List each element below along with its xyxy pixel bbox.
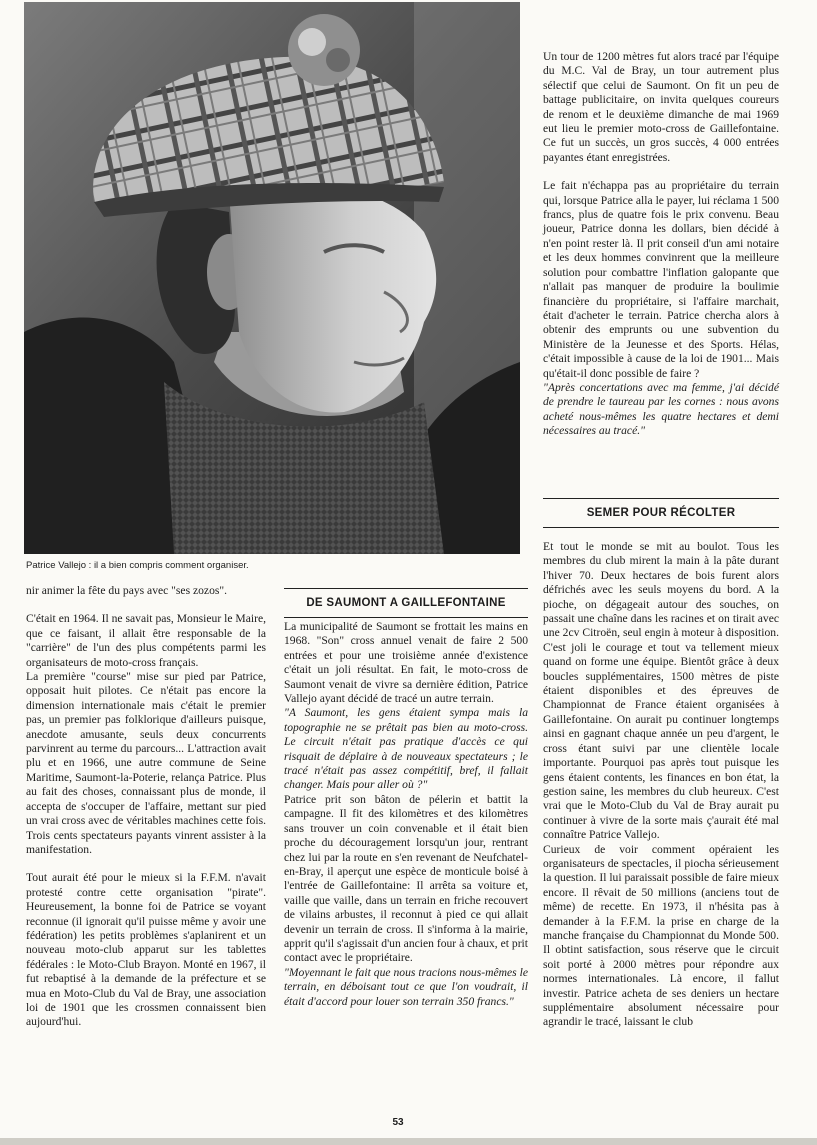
paragraph: Curieux de voir comment opéraient les organisateurs de spectacles, il piocha sérieusement la question. Il lui paraissait possible de faire mieux encore. Il rêvait de 50 millions (anciens tout de même) de recette. En 1973, il n'hésita pas à demander à la F.F.M. la prise en charge de la manche française du Championnat du Monde 500. Il obtint satisfaction, sous réserve que le circuit soit porté à 2000 mètres pour répondre aux normes internationales. Là encore, il fallut investir. Patrice acheta de ses deniers un hectare supplémentaire absolument nécessaire pour agrandir le tracé, laissant le club	[543, 842, 780, 1029]
quote-paragraph: "Moyennant le fait que nous tracions nous-mêmes le terrain, en déboisant tout ce que l'on voudrait, il était d'accord pour louer son terrain 350 francs."	[284, 965, 528, 1008]
paragraph: Patrice prit son bâton de pélerin et battit la campagne. Il fit des kilomètres et des kilomètres sans trouver un coin convenable et il était bien proche du découragement lorsqu'un jour, rentrant chez lui par la route en s'en revenant de Neufchatel-en-Bray, il aperçut une espèce de monticule boisé à l'entrée de Gaillefontaine: Il arrêta sa voiture et, vaille que vaille, dans un terrain en friche recouvert de vilains arbustes, il reconnut à pied ce qui allait devenir un terrain de cross. Il s'informa à la mairie, apprit qu'il s'agissait d'un ancien four à chaux, et prit contact avec le propriétaire.	[284, 792, 528, 965]
article-column-2	[284, 620, 528, 1009]
portrait-illustration	[24, 2, 520, 554]
quote-paragraph: "A Saumont, les gens étaient sympa mais la topographie ne se prêtait pas bien au moto-cross. Le circuit n'était pas pratique d'accès ce qui risquait de déplaire à de nouveaux spectateurs ; le tracé n'était pas assez compétitif, bref, il fallait changer. Mais pour aller où ?"	[284, 706, 528, 792]
photo-caption: Patrice Vallejo : il a bien compris comment organiser.	[26, 560, 249, 571]
paragraph: Le fait n'échappa pas au propriétaire du terrain qui, lorsque Patrice alla le payer, lui réclama 1 500 francs, plus de quatre fois le prix convenu. Beau joueur, Patrice donna les dollars, bien décidé à n'en point rester là. Il prit conseil d'un ami notaire et les deux hommes convinrent que la meilleure solution pour combattre l'inflation galopante que n'allait pas manquer de produire la boulimie financière du propriétaire, si l'affaire marchait, était d'acheter le terrain. Patrice chercha alors à obtenir des emprunts ou une subvention du Ministère de la Jeunesse et des Sports. Hélas, c'était impossible à cause de la loi de 1901... Mais qu'était-il donc possible de faire ?	[543, 179, 779, 380]
paragraph: La première "course" mise sur pied par Patrice, opposait huit pilotes. Ce n'était pas encore la dimension internationale mais c'était le premier pas, un premier pas folklorique d'ailleurs puisque, anecdote amusante, seuls deux concurrents parvinrent au terme du parcours... L'attraction avait plu et en 1966, une autre commune de Seine Maritime, Saumont-la-Poterie, relança Patrice. Plus au fait des choses, connaissant plus de monde, il accepta de s'occuper de l'affaire, mettant sur pied un vrai cross avec de véritables machines cette fois. Trois cents spectateurs payants vinrent assister à la manifestation.	[26, 670, 266, 856]
paragraph: Un tour de 1200 mètres fut alors tracé par l'équipe du M.C. Val de Bray, un tour autrement plus sélectif que celui de Saumont. On fit un peu de battage publicitaire, on invita quelques coureurs de renom et le deuxième dimanche de mai 1969 eut lieu le premier moto-cross de Gaillefontaine. Ce fut un succès, un gros succès, 4 000 entrées payantes étant enregistrées.	[543, 50, 779, 164]
page-edge	[0, 1138, 817, 1145]
page-number: 53	[392, 1117, 404, 1128]
portrait-photo	[24, 2, 520, 554]
quote-paragraph: "Après concertations avec ma femme, j'ai décidé de prendre le taureau par les cornes : nous avons acheté nous-mêmes les quatre hectares et demi nécessaires au tracé."	[543, 380, 779, 438]
heading-text: DE SAUMONT A GAILLEFONTAINE	[306, 597, 506, 609]
article-column-3-bottom	[543, 540, 779, 1030]
paragraph: Et tout le monde se mit au boulot. Tous les membres du club mirent la main à la pâte durant l'hiver 70. Deux hectares de bois furent alors défrichés avec les seuls moyens du bord. A la pioche, on dégageait autour des souches, on passait une chaîne dans les racines et on tirait avec une 2cv Citroën, seul engin à moteur à disposition. C'est joli le courage et tout va tellement mieux quand on forme une équipe. Bientôt grâce à deux boucles supplémentaires, 1500 mètres de piste étaient disponibles et des épreuves de Championnat de France étaient organisées à Gaillefontaine. On aurait pu continuer longtemps ainsi en gagnant chaque année un peu d'argent, le cross étant suivi par une clientèle locale importante. Pourquoi pas après tout puisque les gens étaient contents, les finances en bon état, la gestion saine, les membres du club heureux. C'est vrai que le Moto-Club du Val de Bray aurait pu continuer à vivre de la sorte mais ç'aurait été mal connaître Patrice Vallejo.	[543, 540, 779, 842]
paragraph: La municipalité de Saumont se frottait les mains en 1968. "Son" cross annuel venait de faire 2 500 entrées et pour une troisième année d'existence c'était un joli résultat. En fait, le moto-cross de Saumont venait de vivre sa dernière édition, Patrice Vallejo ayant décidé de tracé un autre terrain.	[284, 620, 528, 706]
section-heading-2	[543, 498, 779, 528]
article-column-3-top	[543, 50, 779, 439]
article-column-1	[26, 584, 266, 1030]
section-heading-1	[284, 588, 528, 618]
paragraph: C'était en 1964. Il ne savait pas, Monsieur le Maire, que ce faisant, il allait être responsable de la "carrière" de l'un des plus compétents parmi les organisateurs de moto-cross français.	[26, 612, 266, 669]
paragraph: nir animer la fête du pays avec "ses zozos".	[26, 584, 228, 597]
paragraph: Tout aurait été pour le mieux si la F.F.M. n'avait protesté contre cette organisation "pirate". Heureusement, la bonne foi de Patrice se voyant reconnue (il ignorait qu'il puisse même y avoir une fédération) les petits problèmes s'aplanirent et un nouveau moto-club apparut sur les tablettes fédérales : le Moto-Club Brayon. Monté en 1967, il fut rebaptisé à la demande de la préfecture et se mua en Moto-Club du Val de Bray, une association loi de 1901 que les crossmen connaissent bien aujourd'hui.	[26, 871, 266, 1029]
heading-text: SEMER POUR RÉCOLTER	[586, 507, 736, 519]
